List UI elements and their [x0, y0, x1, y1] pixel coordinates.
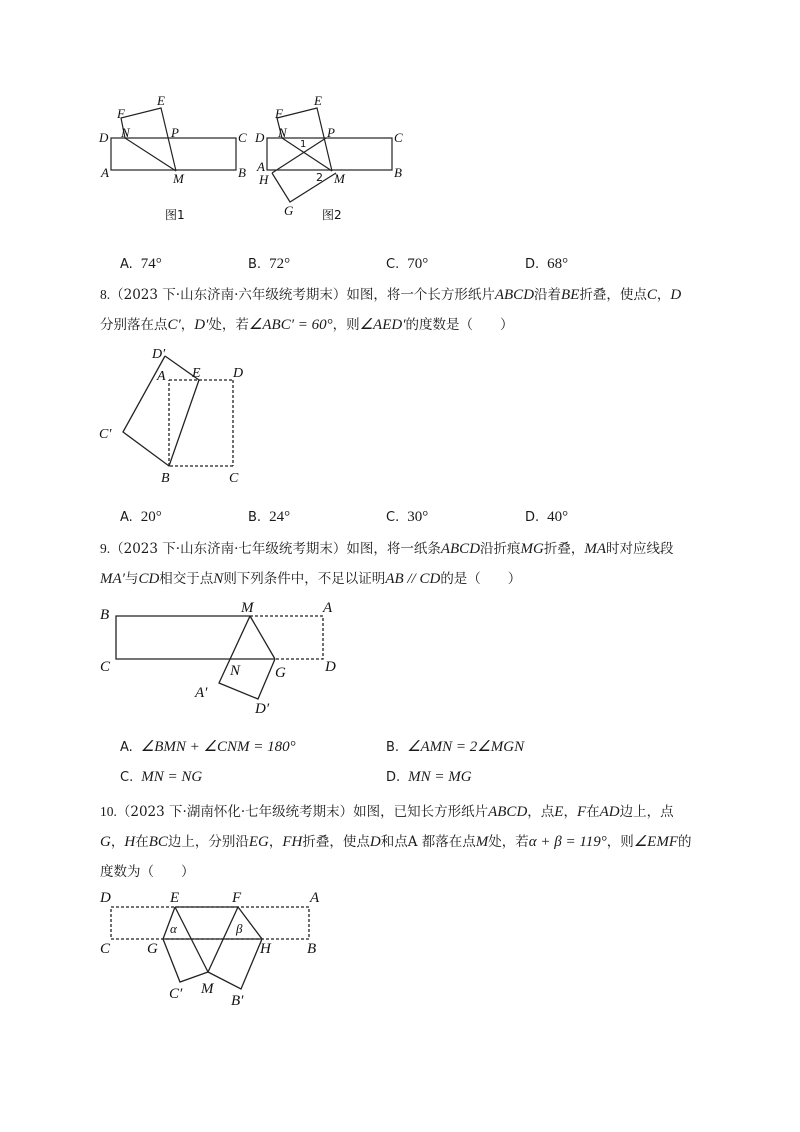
label-b-prime: B′ — [231, 993, 244, 1009]
label-d: D — [100, 890, 111, 906]
math-g: G — [100, 834, 111, 850]
figure-caption: 图2 — [322, 208, 342, 222]
option-letter: B. — [248, 510, 262, 525]
math-d: D — [369, 834, 381, 850]
label-f: F — [117, 106, 125, 121]
stem-text: 折叠，使点 — [579, 287, 647, 303]
paper-strip — [111, 138, 236, 170]
math-eg: EG — [248, 834, 269, 850]
math-target: ∠EMF — [633, 834, 679, 850]
angle-alpha: α — [170, 921, 177, 936]
label-c: C — [100, 659, 111, 675]
q8-option-c[interactable] — [386, 509, 428, 526]
math-d-prime: D′ — [194, 317, 209, 333]
crease-nm — [282, 138, 332, 171]
label-e: E — [157, 93, 165, 108]
figure-caption: 图1 — [165, 208, 185, 222]
q9-figure — [95, 595, 355, 720]
stem-text: 则下列条件中，不足以证明 — [223, 571, 386, 587]
stem-text: 在 — [586, 804, 600, 820]
stem-text: ， — [180, 317, 195, 333]
math-cd: CD — [138, 571, 160, 587]
option-value: 24° — [269, 509, 291, 525]
label-p: P — [327, 125, 335, 140]
math-d: D — [670, 287, 682, 303]
crease-hp — [272, 138, 326, 173]
math-c-prime: C′ — [167, 317, 181, 333]
angle-label-1: 1 — [300, 139, 307, 150]
label-n: N — [121, 125, 130, 140]
label-c: C — [394, 130, 403, 145]
stem-text: ，则 — [332, 317, 360, 333]
label-d-prime: D′ — [255, 701, 270, 717]
stem-text: ， — [563, 804, 577, 820]
q8-stem-line-2 — [100, 310, 720, 340]
label-a: A — [157, 369, 166, 384]
q7-option-c[interactable] — [386, 256, 428, 273]
option-value: 70° — [407, 256, 429, 272]
stem-text: 的度数是（ ） — [405, 317, 514, 333]
option-value: MN = MG — [408, 769, 472, 785]
option-value: 20° — [140, 509, 162, 525]
q9-option-c[interactable] — [120, 769, 202, 786]
stem-text: ， — [268, 834, 283, 850]
label-h: H — [259, 172, 269, 187]
q7-option-b[interactable] — [248, 256, 290, 273]
q10-stem-line-1 — [100, 797, 720, 827]
option-letter: A. — [120, 257, 133, 272]
math-h: H — [124, 834, 136, 850]
option-letter: C. — [120, 770, 134, 785]
q9-option-b[interactable] — [386, 737, 524, 756]
math-abcd: ABCD — [440, 541, 481, 557]
label-m: M — [334, 171, 345, 186]
math-ad: AD — [599, 804, 620, 820]
math-ma: MA — [584, 541, 607, 557]
label-d: D — [99, 130, 109, 145]
math-ma-prime: MA′ — [100, 571, 125, 587]
strip-original-part — [250, 616, 323, 659]
label-d: D — [325, 659, 336, 675]
label-m: M — [173, 171, 184, 186]
strip-unfolded — [116, 616, 275, 659]
stem-text: ，则 — [606, 834, 634, 850]
q7-figure-1 — [95, 85, 255, 230]
math-bc: BC — [148, 834, 168, 850]
option-letter: B. — [248, 257, 262, 272]
label-f: F — [232, 890, 242, 906]
stem-text: 沿着 — [534, 287, 562, 303]
label-d: D — [255, 130, 265, 145]
label-a: A — [310, 890, 320, 906]
q9-option-a[interactable] — [120, 737, 296, 756]
question-source: （2023 下·湖南怀化·七年级统考期末） — [116, 804, 354, 820]
stem-text: 分别落在点 — [100, 317, 168, 333]
stem-text: 如图，将一纸条 — [346, 541, 441, 557]
math-m: M — [475, 834, 489, 850]
q8-option-d[interactable] — [525, 509, 568, 526]
label-g: G — [147, 941, 158, 957]
rect-outline — [111, 907, 309, 939]
math-c: C — [646, 287, 657, 303]
stem-text: ， — [656, 287, 671, 303]
label-g: G — [275, 665, 286, 681]
q7-option-d[interactable] — [525, 256, 568, 273]
q9-stem-line-1 — [100, 534, 720, 564]
question-number: 9. — [100, 541, 111, 556]
question-number: 10. — [100, 804, 117, 819]
label-h: H — [260, 941, 271, 957]
label-n: N — [230, 663, 241, 679]
label-a: A — [323, 600, 333, 616]
q9-stem-line-2 — [100, 564, 720, 594]
stem-text: 处，若 — [208, 317, 249, 333]
stem-text: 边上，分别沿 — [167, 834, 249, 850]
angle-beta: β — [236, 921, 243, 936]
label-b: B — [238, 165, 246, 180]
label-e: E — [170, 890, 180, 906]
option-value: 40° — [547, 509, 569, 525]
stem-text: 边上，点 — [619, 804, 674, 820]
paper-strip — [267, 138, 392, 170]
label-p: P — [171, 125, 179, 140]
option-letter: A. — [120, 510, 133, 525]
option-value: ∠BMN + ∠CNM = 180° — [140, 739, 296, 755]
option-value: 30° — [407, 509, 429, 525]
stem-text: 和点A 都落在点 — [380, 834, 476, 850]
question-source: （2023 下·山东济南·七年级统考期末） — [110, 541, 347, 557]
option-letter: A. — [120, 740, 133, 755]
q7-option-a[interactable] — [120, 256, 162, 273]
crease-nm — [125, 138, 176, 171]
label-e: E — [314, 93, 322, 108]
left-fold — [163, 907, 208, 982]
option-value: 72° — [269, 256, 291, 272]
label-b: B — [161, 471, 170, 486]
question-source: （2023 下·山东济南·六年级统考期末） — [110, 287, 347, 303]
label-m: M — [241, 600, 254, 616]
math-fh: FH — [282, 834, 303, 850]
math-abcd: ABCD — [494, 287, 535, 303]
math-f: F — [576, 804, 587, 820]
q8-figure — [95, 340, 265, 490]
option-letter: C. — [386, 257, 400, 272]
option-letter: C. — [386, 510, 400, 525]
right-fold — [208, 907, 262, 989]
math-condition: α + β = 119° — [528, 834, 607, 850]
stem-text: 折叠， — [543, 541, 585, 557]
q10-stem-line-2 — [100, 827, 720, 857]
math-mg: MG — [520, 541, 544, 557]
math-target: ∠AED′ — [359, 317, 406, 333]
q9-option-d[interactable] — [386, 769, 472, 786]
stem-text: 折叠，使点 — [302, 834, 370, 850]
option-letter: D. — [386, 770, 401, 785]
option-letter: D. — [525, 257, 540, 272]
label-a: A — [101, 165, 109, 180]
stem-text: 如图，将一个长方形纸片 — [346, 287, 495, 303]
label-f: F — [275, 106, 283, 121]
label-d: D — [233, 366, 244, 381]
folded-part — [219, 616, 275, 699]
math-condition: ∠ABC′ = 60° — [248, 317, 333, 333]
option-value: 74° — [140, 256, 162, 272]
stem-text: 的是（ ） — [440, 571, 522, 587]
label-d-prime: D′ — [152, 347, 166, 362]
label-b: B — [394, 165, 402, 180]
stem-text: ，点 — [527, 804, 555, 820]
label-b: B — [307, 941, 317, 957]
option-letter: B. — [386, 740, 400, 755]
q10-figure — [95, 885, 335, 1010]
label-e: E — [192, 366, 201, 381]
label-a: A — [257, 159, 265, 174]
stem-text: 沿折痕 — [480, 541, 521, 557]
question-number: 8. — [100, 287, 111, 302]
option-value: ∠AMN = 2∠MGN — [407, 739, 525, 755]
label-a-prime: A′ — [195, 685, 208, 701]
math-e: E — [554, 804, 564, 820]
stem-text: 的 — [678, 834, 692, 850]
label-c: C — [229, 471, 239, 486]
stem-text: 如图，已知长方形纸片 — [353, 804, 489, 820]
q7-figure-2 — [250, 85, 420, 230]
option-value: MN = NG — [141, 769, 203, 785]
option-letter: D. — [525, 510, 540, 525]
stem-text: 相交于点 — [159, 571, 214, 587]
angle-label-2: 2 — [316, 171, 323, 184]
label-b: B — [100, 607, 110, 623]
label-c: C — [100, 941, 111, 957]
q8-stem-line-1 — [100, 280, 720, 310]
stem-text: 度数为（ ） — [100, 864, 195, 880]
q8-option-b[interactable] — [248, 509, 290, 526]
q8-option-a[interactable] — [120, 509, 162, 526]
q10-stem-line-3 — [100, 857, 720, 887]
label-m: M — [201, 981, 214, 997]
option-value: 68° — [547, 256, 569, 272]
label-g: G — [284, 203, 294, 218]
stem-text: 时对应线段 — [606, 541, 674, 557]
crease-mg — [250, 616, 275, 659]
math-n: N — [213, 571, 224, 587]
folded-edge-lower — [272, 173, 336, 202]
math-parallel: AB // CD — [385, 571, 441, 587]
label-c: C — [238, 130, 247, 145]
stem-text: 在 — [135, 834, 149, 850]
math-abcd: ABCD — [488, 804, 528, 820]
math-be: BE — [561, 287, 580, 303]
label-c-prime: C′ — [169, 986, 183, 1002]
label-n: N — [278, 125, 287, 140]
stem-text: ， — [110, 834, 125, 850]
label-c-prime: C′ — [99, 427, 112, 442]
stem-text: 与 — [124, 571, 139, 587]
stem-text: 处，若 — [488, 834, 529, 850]
